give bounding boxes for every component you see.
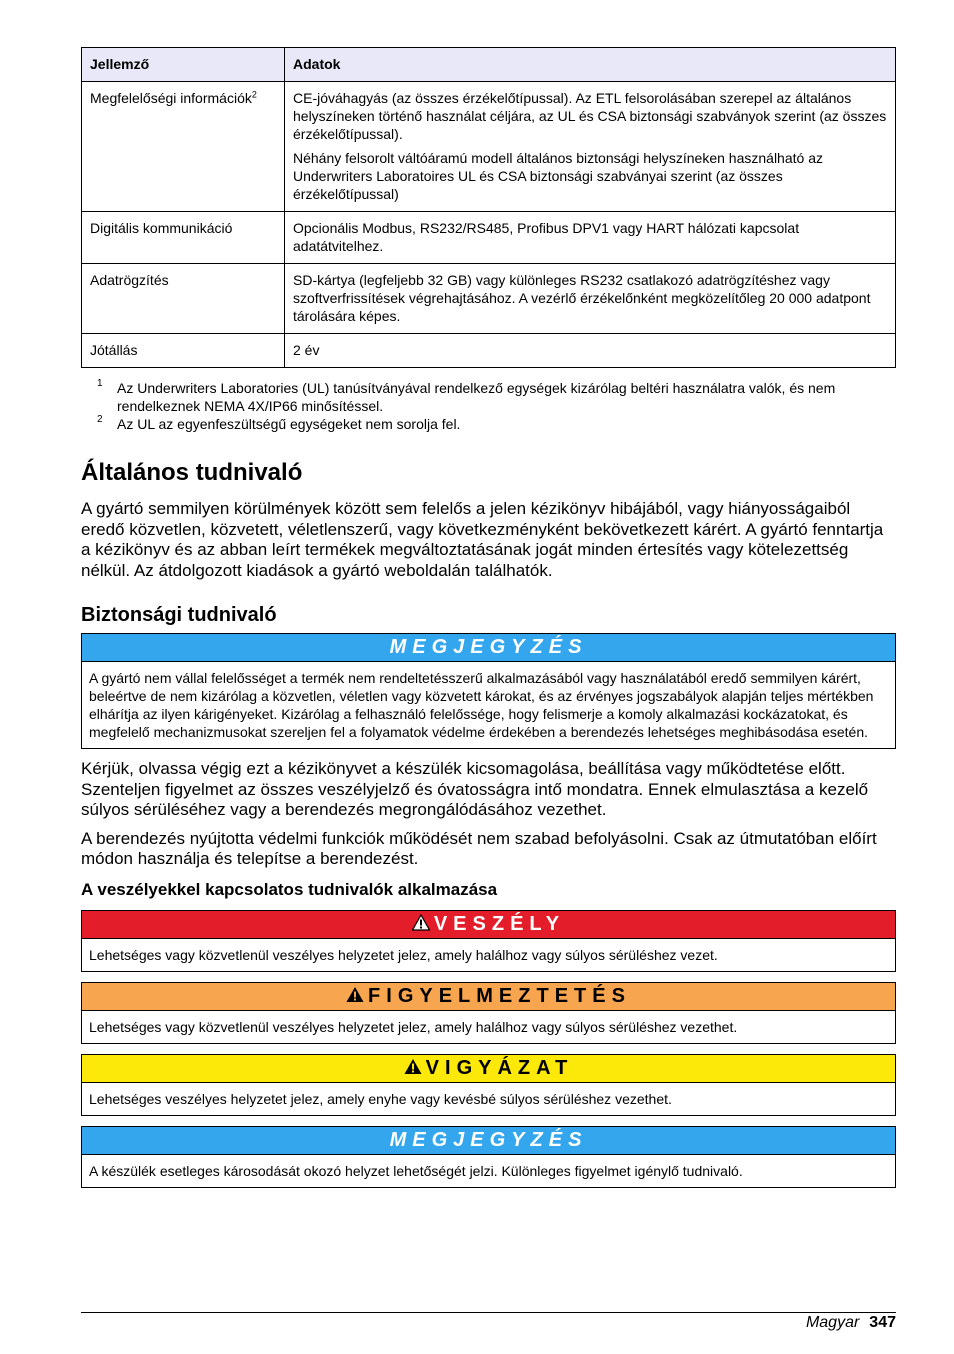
table-cell-feature: Digitális kommunikáció	[82, 212, 285, 264]
note-box-text: A készülék esetleges károsodását okozó helyzet lehetőségét jelzi. Különleges figyelmet igénylő tudnivaló.	[89, 1162, 743, 1179]
danger-label: VESZÉLY	[433, 912, 566, 935]
page-number: 347	[869, 1314, 896, 1331]
table-cell-data	[285, 264, 896, 334]
danger-box-text: Lehetséges vagy közvetlenül veszélyes helyzetet jelez, amely halálhoz vagy súlyos sérüléshez vezet.	[89, 946, 718, 963]
table-row	[82, 82, 896, 212]
page-footer	[81, 1312, 896, 1331]
table-row	[82, 264, 896, 334]
warning-box-header	[82, 983, 895, 1011]
caution-box-header	[82, 1055, 895, 1083]
data-paragraph: Opcionális Modbus, RS232/RS485, Profibus DPV1 vagy HART hálózati kapcsolat adatátvitelhez.	[293, 220, 800, 254]
safety-paragraph: A berendezés nyújtotta védelmi funkciók működését nem szabad befolyásolni. Csak az útmutatóban előírt módon használja és telepítse a berendezést.	[81, 828, 877, 868]
note-box	[81, 1126, 896, 1188]
footnote-text: Az Underwriters Laboratories (UL) tanúsítványával rendelkező egységek kizárólag beltéri használatra valók, és nem rendelkeznek NEMA 4X/IP66 minősítéssel.	[117, 380, 836, 414]
table-cell-feature: Adatrögzítés	[82, 264, 285, 334]
warning-triangle-icon	[412, 914, 430, 931]
caution-box	[81, 1054, 896, 1116]
footnote	[81, 379, 896, 415]
caution-label: VIGYÁZAT	[425, 1056, 574, 1079]
hazard-info-heading: A veszélyekkel kapcsolatos tudnivalók alkalmazása	[81, 879, 498, 899]
table-cell-data	[285, 212, 896, 264]
table-row	[82, 334, 896, 368]
data-paragraph: Néhány felsorolt váltóáramú modell általános biztonsági helyszíneken használható az Underwriters Laboratoires UL és CSA biztonsági szabványai szerint (az összes érzékelőtípussal)	[293, 150, 823, 202]
table-cell-data	[285, 334, 896, 368]
danger-box	[81, 910, 896, 972]
footnote-text: Az UL az egyenfeszültségű egységeket nem sorolja fel.	[117, 416, 461, 432]
table-cell-data	[285, 82, 896, 212]
footnote-ref: 2	[251, 89, 257, 100]
note-box-text: A gyártó nem vállal felelősséget a termék nem rendeltetésszerű alkalmazásából vagy használatából eredő semmilyen kárért, beleértve de nem kizárólag a közvetlen, véletlen vagy közvetett károkat, és az érvényes jogszabályok alapján teljes mértékben elhárítja az ilyen kárigényeket. Kizárólag a felhasználó felelőssége, hogy felismerje a komoly alkalmazási kockázatokat, és megfelelő mechanizmusokat szereljen fel a folyamatok védelme érdekében a berendezés lehetséges meghibásodása esetén.	[89, 670, 874, 740]
safety-paragraph: Kérjük, olvassa végig ezt a kézikönyvet a készülék kicsomagolása, beállítása vagy működtetése előtt. Szenteljen figyelmet az összes veszélyjelző és óvatosságra intő mondatra. Ennek elmulasztása a kezelő súlyos sérüléséhez vagy a berendezés megrongálódásához vezethet.	[81, 759, 869, 819]
footnote-number: 1	[97, 378, 103, 389]
footnote	[81, 415, 896, 433]
note-box	[81, 633, 896, 749]
footer-right	[806, 1313, 896, 1333]
table-cell-feature	[82, 82, 285, 212]
general-info-heading: Általános tudnivaló	[81, 459, 303, 486]
column-header-data: Adatok	[285, 48, 896, 82]
table-header-row	[82, 48, 896, 82]
footnotes	[81, 379, 896, 433]
warning-box	[81, 982, 896, 1044]
data-paragraph: SD-kártya (legfeljebb 32 GB) vagy különleges RS232 csatlakozó adatrögzítéshez vagy szoftverfrissítések végrehajtásához. A vezérlő érzékelőnként megközelítőleg 20 000 adatpont tárolására képes.	[293, 272, 871, 324]
caution-box-text: Lehetséges veszélyes helyzetet jelez, amely enyhe vagy kevésbé súlyos sérüléshez vezethet.	[89, 1090, 672, 1107]
warning-box-text: Lehetséges vagy közvetlenül veszélyes helyzetet jelez, amely halálhoz vagy súlyos sérüléshez vezethet.	[89, 1018, 738, 1035]
warning-triangle-icon	[346, 986, 364, 1003]
warning-triangle-icon	[404, 1058, 422, 1075]
warning-label: FIGYELMEZTETÉS	[368, 984, 631, 1007]
danger-box-header	[82, 911, 895, 939]
column-header-feature: Jellemző	[82, 48, 285, 82]
note-box-header: MEGJEGYZÉS	[82, 634, 895, 662]
data-paragraph: CE-jóváhagyás (az összes érzékelőtípussal). Az ETL felsorolásában szerepel az általános helyszíneken történő használat céljára, az UL és CSA biztonsági szabványok szerint (az összes érzékelőtípussal).	[293, 90, 887, 142]
note-box-header: MEGJEGYZÉS	[82, 1127, 895, 1155]
footnote-number: 2	[97, 414, 103, 425]
safety-info-heading: Biztonsági tudnivaló	[81, 604, 277, 626]
data-paragraph: 2 év	[293, 342, 320, 358]
feature-text: Megfelelőségi információk	[90, 90, 252, 106]
document-page	[81, 47, 896, 1198]
table-cell-feature: Jótállás	[82, 334, 285, 368]
general-info-text: A gyártó semmilyen körülmények között sem felelős a jelen kézikönyv hibájából, vagy hiányosságaiból eredő közvetlen, közvetett, véletlenszerű, vagy következményként bekövetkezett kárért. A gyártó fenntartja a kézikönyv és az abban leírt termékek megváltoztatásának jogát minden értesítés vagy kötelezettség nélkül. Az átdolgozott kiadások a gyártó weboldalán találhatók.	[81, 499, 884, 580]
footer-language: Magyar	[805, 1314, 860, 1331]
specifications-table	[81, 47, 896, 368]
table-row	[82, 212, 896, 264]
